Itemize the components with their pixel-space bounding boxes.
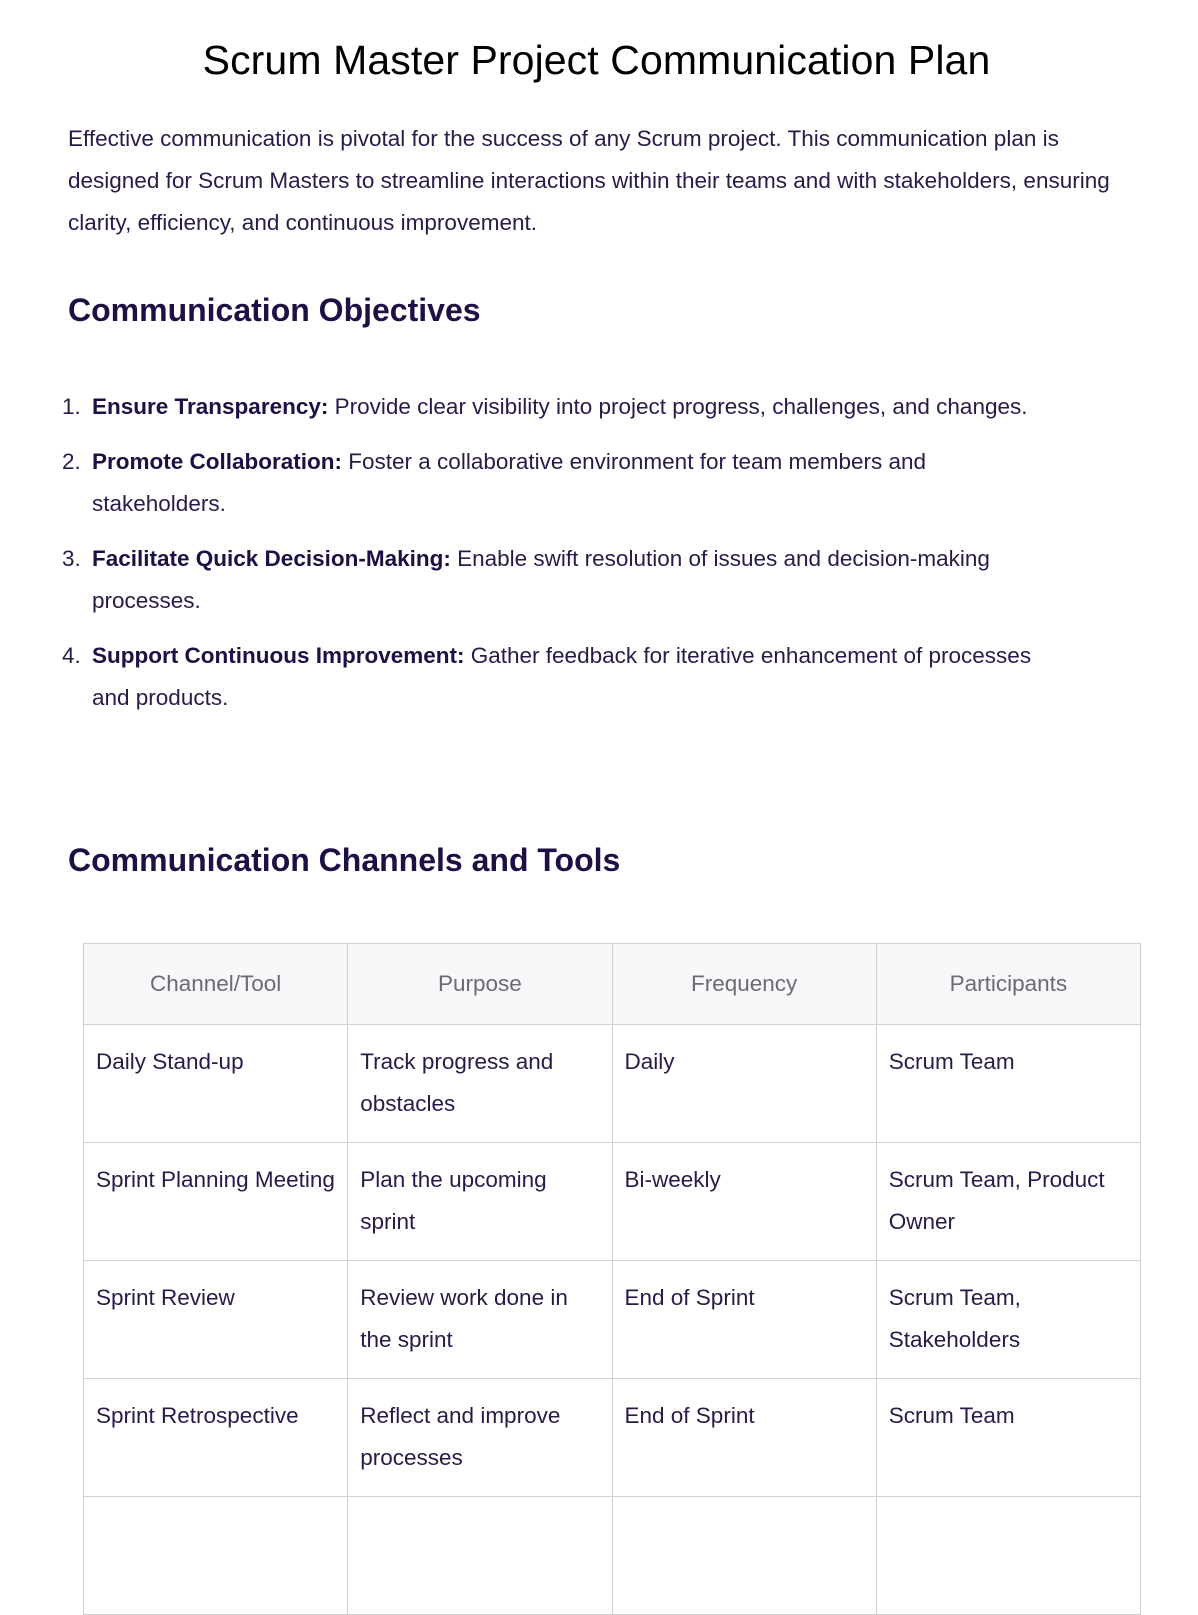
cell-channel: Sprint Review bbox=[84, 1261, 348, 1379]
channels-heading: Communication Channels and Tools bbox=[68, 842, 621, 878]
objective-label: Support Continuous Improvement: bbox=[92, 643, 465, 668]
cell-channel: Daily Stand-up bbox=[84, 1025, 348, 1143]
cell-empty bbox=[84, 1497, 348, 1615]
column-header-purpose: Purpose bbox=[348, 944, 612, 1025]
cell-frequency: Bi-weekly bbox=[612, 1143, 876, 1261]
objective-number: 2. bbox=[62, 449, 81, 474]
cell-participants: Scrum Team, Product Owner bbox=[876, 1143, 1140, 1261]
objective-number: 3. bbox=[62, 546, 81, 571]
table-header-row bbox=[84, 944, 1141, 1025]
table-row bbox=[84, 1261, 1141, 1379]
objective-item bbox=[62, 441, 1062, 525]
objective-label: Ensure Transparency: bbox=[92, 394, 329, 419]
cell-purpose: Plan the upcoming sprint bbox=[348, 1143, 612, 1261]
objective-label: Facilitate Quick Decision-Making: bbox=[92, 546, 451, 571]
column-header-participants: Participants bbox=[876, 944, 1140, 1025]
objective-text: Foster a collaborative environment for team members and stakeholders. bbox=[92, 449, 927, 516]
cell-participants: Scrum Team bbox=[876, 1379, 1140, 1497]
cell-participants: Scrum Team, Stakeholders bbox=[876, 1261, 1140, 1379]
objective-text: Provide clear visibility into project progress, challenges, and changes. bbox=[334, 394, 1028, 419]
table-row bbox=[84, 1497, 1141, 1615]
cell-frequency: Daily bbox=[612, 1025, 876, 1143]
table-row bbox=[84, 1143, 1141, 1261]
objective-item bbox=[62, 538, 1062, 622]
objective-label: Promote Collaboration: bbox=[92, 449, 343, 474]
table-row bbox=[84, 1025, 1141, 1143]
objective-number: 1. bbox=[62, 394, 81, 419]
table-row bbox=[84, 1379, 1141, 1497]
column-header-channel: Channel/Tool bbox=[84, 944, 348, 1025]
cell-empty bbox=[612, 1497, 876, 1615]
cell-purpose: Review work done in the sprint bbox=[348, 1261, 612, 1379]
cell-channel: Sprint Planning Meeting bbox=[84, 1143, 348, 1261]
cell-channel: Sprint Retrospective bbox=[84, 1379, 348, 1497]
objective-text: Gather feedback for iterative enhancement of processes and products. bbox=[92, 643, 1032, 710]
objective-number: 4. bbox=[62, 643, 81, 668]
cell-purpose: Reflect and improve processes bbox=[348, 1379, 612, 1497]
channels-table bbox=[83, 943, 1141, 1615]
page-title: Scrum Master Project Communication Plan bbox=[202, 37, 991, 83]
cell-empty bbox=[876, 1497, 1140, 1615]
objectives-heading: Communication Objectives bbox=[68, 292, 481, 328]
cell-participants: Scrum Team bbox=[876, 1025, 1140, 1143]
intro-paragraph: Effective communication is pivotal for the success of any Scrum project. This communication plan is designed for Scrum Masters to streamline interactions within their teams and with stakeholders, ensuring clarity, efficiency, and continuous improvement. bbox=[68, 126, 1110, 235]
objective-item bbox=[62, 635, 1062, 719]
cell-empty bbox=[348, 1497, 612, 1615]
cell-frequency: End of Sprint bbox=[612, 1261, 876, 1379]
objective-item bbox=[62, 386, 1062, 428]
objectives-list bbox=[62, 386, 1062, 732]
cell-frequency: End of Sprint bbox=[612, 1379, 876, 1497]
cell-purpose: Track progress and obstacles bbox=[348, 1025, 612, 1143]
column-header-frequency: Frequency bbox=[612, 944, 876, 1025]
objective-text: Enable swift resolution of issues and decision-making processes. bbox=[92, 546, 990, 613]
